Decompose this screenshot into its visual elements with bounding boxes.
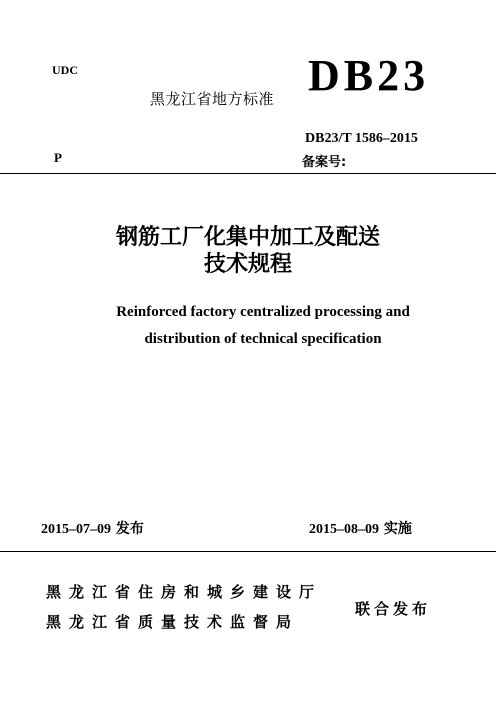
standard-code: DB23 [308,51,430,100]
implementation-label: 实施 [383,521,412,537]
issue-label: 发布 [115,521,144,537]
joint-issue-label: 联合发布 [355,600,432,618]
chinese-title-line-1: 钢筋工厂化集中加工及配送 [115,225,380,250]
implementation-date [309,518,412,538]
filing-number-label: 备案号: [302,155,347,170]
top-divider [0,173,496,174]
issuer-quality-bureau: 黑龙江省质量技术监督局 [46,613,300,631]
standard-number: DB23/T 1586–2015 [305,131,418,146]
issue-date [41,518,144,538]
udc-label: UDC [52,63,78,77]
english-title-line-1: Reinforced factory centralized processing and [116,304,410,320]
issuer-housing-department: 黑龙江省住房和城乡建设厅 [46,583,323,601]
classification-code: P [54,150,62,165]
english-title-line-2: distribution of technical specification [144,331,382,347]
bottom-divider [0,551,496,552]
implementation-date-value: 2015–08–09 [309,522,379,537]
province-standard-label: 黑龙江省地方标准 [150,90,275,108]
issue-date-value: 2015–07–09 [41,522,111,537]
chinese-title-line-2: 技术规程 [203,252,292,277]
